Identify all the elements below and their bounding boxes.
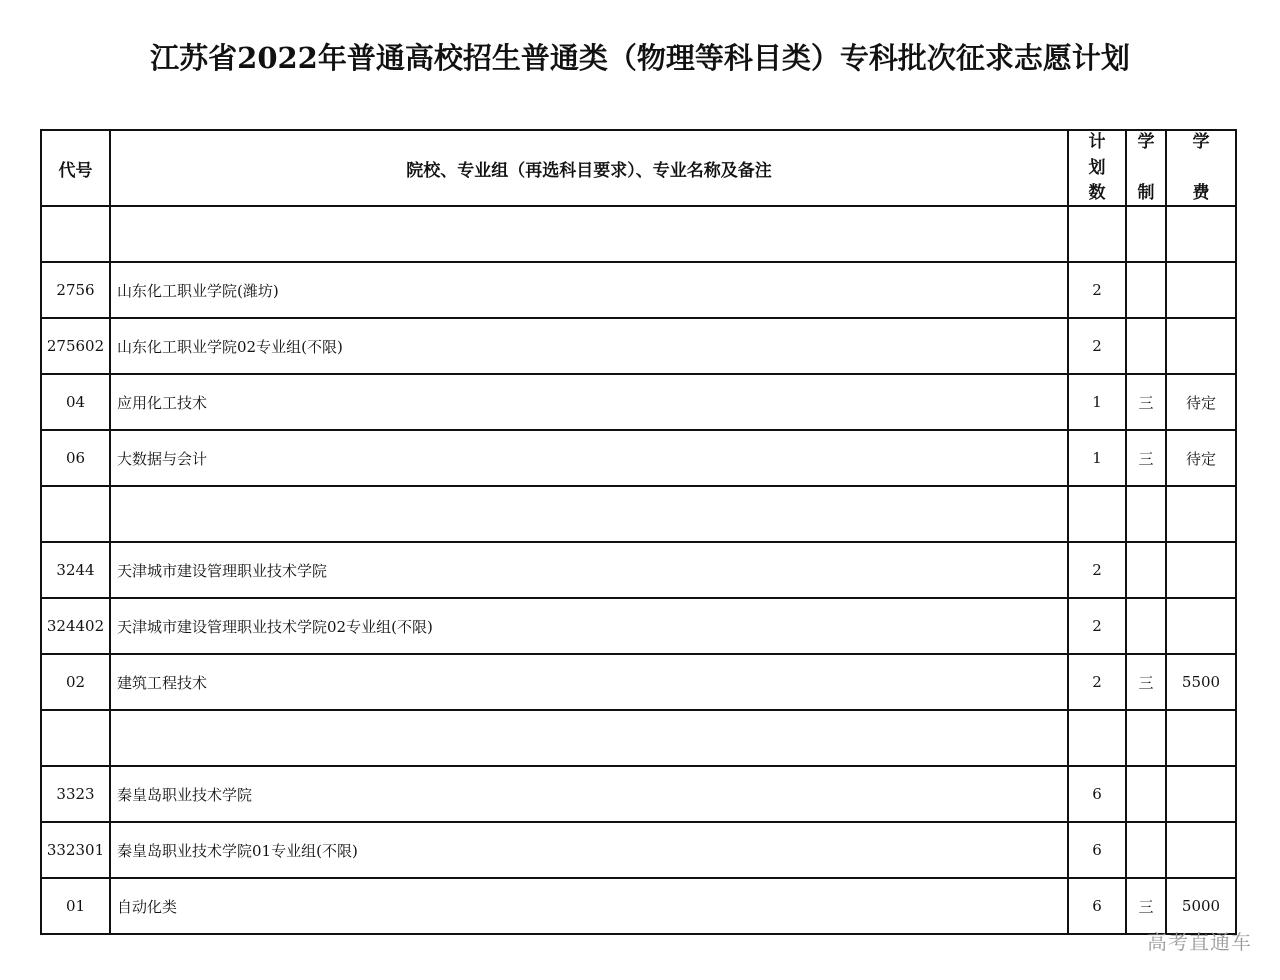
cell-name: 大数据与会计 [110, 430, 1068, 486]
header-plan-char-2: 划 [1088, 157, 1106, 178]
cell-fee: 5000 [1166, 878, 1236, 934]
cell-duration [1126, 206, 1166, 262]
cell-duration [1126, 318, 1166, 374]
cell-code: 01 [41, 878, 110, 934]
page-title: 江苏省2022年普通高校招生普通类（物理等科目类）专科批次征求志愿计划 [150, 41, 1130, 75]
cell-plan: 2 [1068, 542, 1126, 598]
cell-plan: 2 [1068, 598, 1126, 654]
cell-plan: 2 [1068, 654, 1126, 710]
cell-name [110, 206, 1068, 262]
cell-name: 自动化类 [110, 878, 1068, 934]
cell-plan: 6 [1068, 822, 1126, 878]
table-row [41, 430, 1236, 486]
table-row [41, 822, 1236, 878]
cell-name: 建筑工程技术 [110, 654, 1068, 710]
header-name: 院校、专业组（再选科目要求）、专业名称及备注 [110, 130, 1068, 206]
cell-plan: 6 [1068, 766, 1126, 822]
header-plan-char-3: 数 [1088, 183, 1106, 203]
header-fee [1166, 130, 1236, 206]
header-fee-char-2: 费 [1192, 183, 1210, 203]
enrollment-plan-table [40, 129, 1237, 935]
table-row [41, 206, 1236, 262]
cell-plan: 6 [1068, 878, 1126, 934]
header-duration-char-2: 制 [1137, 183, 1155, 203]
table-body [41, 206, 1236, 934]
cell-code: 332301 [41, 822, 110, 878]
cell-code: 2756 [41, 262, 110, 318]
cell-duration [1126, 710, 1166, 766]
cell-fee [1166, 766, 1236, 822]
header-duration-char-1: 学 [1137, 132, 1155, 152]
cell-duration [1126, 542, 1166, 598]
cell-code: 324402 [41, 598, 110, 654]
cell-plan [1068, 710, 1126, 766]
cell-code: 06 [41, 430, 110, 486]
cell-fee [1166, 822, 1236, 878]
header-fee-char-1: 学 [1192, 132, 1210, 152]
cell-code: 3323 [41, 766, 110, 822]
cell-duration: 三 [1126, 430, 1166, 486]
cell-code: 02 [41, 654, 110, 710]
cell-name: 山东化工职业学院(潍坊) [110, 262, 1068, 318]
cell-plan [1068, 206, 1126, 262]
cell-code: 04 [41, 374, 110, 430]
cell-fee [1166, 262, 1236, 318]
cell-fee [1166, 206, 1236, 262]
cell-duration [1126, 822, 1166, 878]
cell-fee: 5500 [1166, 654, 1236, 710]
cell-code [41, 710, 110, 766]
cell-plan [1068, 486, 1126, 542]
cell-name: 天津城市建设管理职业技术学院 [110, 542, 1068, 598]
cell-fee [1166, 598, 1236, 654]
cell-fee [1166, 710, 1236, 766]
table-row [41, 318, 1236, 374]
cell-duration [1126, 262, 1166, 318]
cell-fee [1166, 318, 1236, 374]
cell-fee: 待定 [1166, 374, 1236, 430]
cell-name: 天津城市建设管理职业技术学院02专业组(不限) [110, 598, 1068, 654]
table-row [41, 542, 1236, 598]
cell-name: 应用化工技术 [110, 374, 1068, 430]
table-row [41, 374, 1236, 430]
cell-code [41, 486, 110, 542]
watermark-text: 高考直通车 [1147, 930, 1252, 954]
cell-code: 275602 [41, 318, 110, 374]
cell-duration [1126, 766, 1166, 822]
header-code: 代号 [41, 130, 110, 206]
header-plan-count [1068, 130, 1126, 206]
table-row [41, 878, 1236, 934]
cell-name: 秦皇岛职业技术学院01专业组(不限) [110, 822, 1068, 878]
cell-fee [1166, 486, 1236, 542]
cell-name [110, 710, 1068, 766]
cell-fee: 待定 [1166, 430, 1236, 486]
table-row [41, 262, 1236, 318]
cell-code: 3244 [41, 542, 110, 598]
cell-duration [1126, 486, 1166, 542]
cell-plan: 2 [1068, 318, 1126, 374]
cell-duration: 三 [1126, 654, 1166, 710]
cell-name: 秦皇岛职业技术学院 [110, 766, 1068, 822]
cell-duration: 三 [1126, 878, 1166, 934]
header-plan-char-1: 计 [1088, 132, 1106, 152]
cell-code [41, 206, 110, 262]
table-row [41, 654, 1236, 710]
table-header-row [41, 130, 1236, 206]
table-row [41, 710, 1236, 766]
cell-plan: 1 [1068, 374, 1126, 430]
table-row [41, 766, 1236, 822]
table-row [41, 598, 1236, 654]
cell-duration: 三 [1126, 374, 1166, 430]
cell-name: 山东化工职业学院02专业组(不限) [110, 318, 1068, 374]
cell-duration [1126, 598, 1166, 654]
table-row [41, 486, 1236, 542]
cell-name [110, 486, 1068, 542]
cell-fee [1166, 542, 1236, 598]
cell-plan: 2 [1068, 262, 1126, 318]
header-duration [1126, 130, 1166, 206]
cell-plan: 1 [1068, 430, 1126, 486]
